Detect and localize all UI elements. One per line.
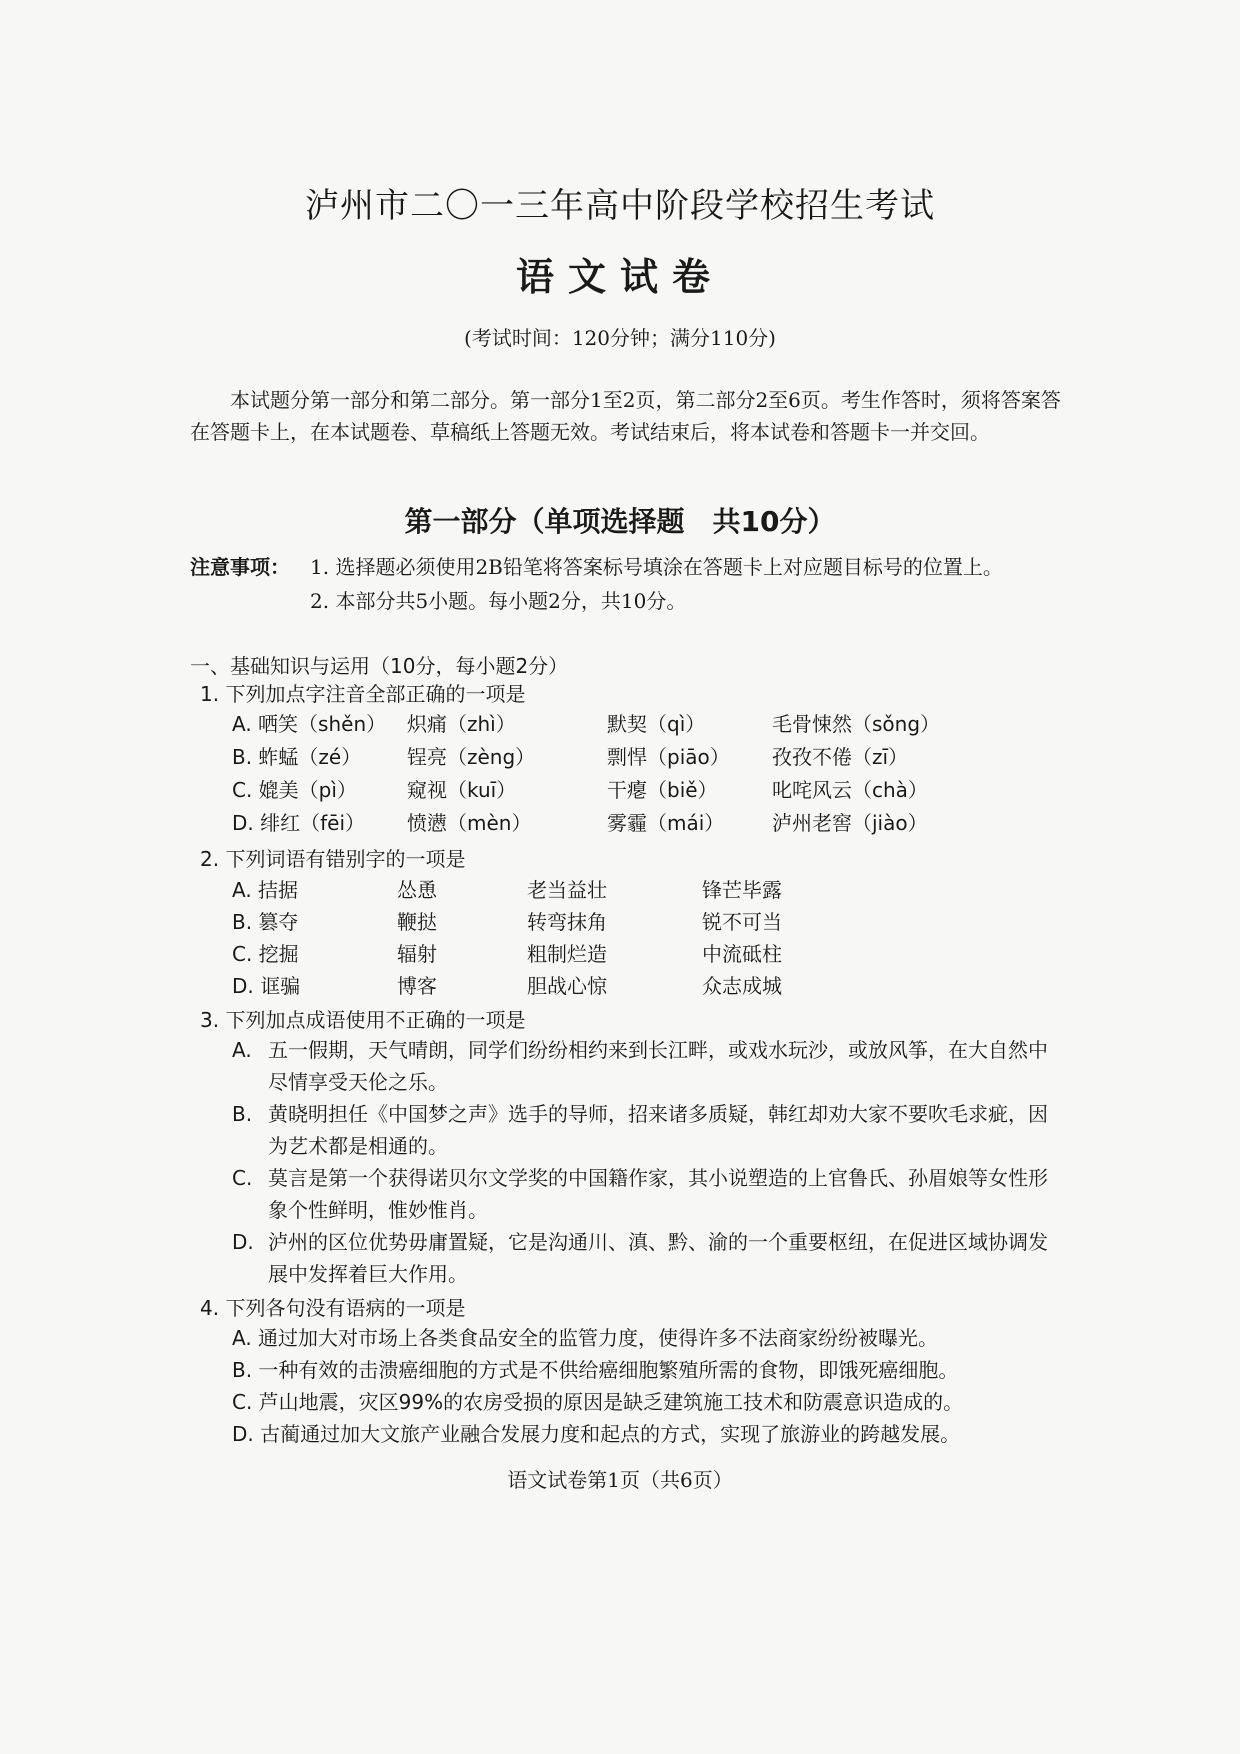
option-cell: 窥视（kuī） [407, 778, 517, 802]
option-cell: 锃亮（zèng） [407, 745, 536, 769]
option-cell: 胆战心惊 [527, 974, 607, 998]
option-cell: 剽悍（piāo） [607, 745, 730, 769]
part-title: 第一部分（单项选择题 共10分） [404, 505, 836, 538]
exam-info: (考试时间：120分钟；满分110分) [464, 326, 776, 350]
question-stem: 3. 下列加点成语使用不正确的一项是 [200, 1008, 526, 1032]
option-cell: 粗制烂造 [527, 942, 607, 966]
option-text: A. 通过加大对市场上各类食品安全的监管力度，使得许多不法商家纷纷被曝光。 [232, 1326, 939, 1350]
option-cell: 默契（qì） [607, 712, 706, 736]
option-cell: 愤懑（mèn） [407, 811, 532, 835]
option-cell: 叱咤风云（chà） [772, 778, 928, 802]
option-cell: 众志成城 [702, 974, 782, 998]
option-paragraph [232, 1034, 1052, 1098]
note-item: 2. 本部分共5小题。每小题2分，共10分。 [310, 589, 687, 613]
option-text: 五一假期，天气晴朗，同学们纷纷相约来到长江畔，或戏水玩沙，或放风筝，在大自然中尽情享受天伦之乐。 [268, 1038, 1048, 1094]
note-item: 1. 选择题必须使用2B铅笔将答案标号填涂在答题卡上对应题目标号的位置上。 [310, 555, 1003, 579]
option-cell: D. 诓骗 [232, 974, 301, 998]
note-row [190, 550, 1003, 584]
option-letter: C. [232, 1166, 253, 1190]
option-cell: 锋芒毕露 [702, 878, 782, 902]
option-cell: 辐射 [397, 942, 437, 966]
option-letter: B. [232, 1102, 253, 1126]
option-cell: 转弯抹角 [527, 910, 607, 934]
page-footer: 语文试卷第1页（共6页） [507, 1468, 733, 1492]
note-row [190, 584, 1003, 618]
option-cell: C. 挖掘 [232, 942, 299, 966]
option-cell: A. 拮据 [232, 878, 299, 902]
option-letter: D. [232, 1230, 254, 1254]
option-text: 泸州的区位优势毋庸置疑，它是沟通川、滇、黔、渝的一个重要枢纽，在促进区域协调发展中发挥着巨大作用。 [268, 1230, 1048, 1286]
option-cell: 雾霾（mái） [607, 811, 725, 835]
option-cell: B. 蚱蜢（zé） [232, 745, 362, 769]
exam-title: 泸州市二〇一三年高中阶段学校招生考试 [305, 186, 935, 226]
option-cell: C. 媲美（pì） [232, 778, 357, 802]
option-cell: B. 篡夺 [232, 910, 299, 934]
option-cell: 中流砥柱 [702, 942, 782, 966]
option-text: B. 一种有效的击溃癌细胞的方式是不供给癌细胞繁殖所需的食物，即饿死癌细胞。 [232, 1358, 959, 1382]
option-text: C. 芦山地震，灾区99%的农房受损的原因是缺乏建筑施工技术和防震意识造成的。 [232, 1390, 964, 1414]
option-cell: A. 哂笑（shěn） [232, 712, 387, 736]
question-stem: 2. 下列词语有错别字的一项是 [200, 847, 466, 871]
option-cell: 干瘪（biě） [607, 778, 718, 802]
notes-block [190, 550, 1003, 618]
option-text: D. 古蔺通过加大文旅产业融合发展力度和起点的方式，实现了旅游业的跨越发展。 [232, 1422, 961, 1446]
question-stem: 1. 下列加点字注音全部正确的一项是 [200, 682, 526, 706]
option-text: 黄晓明担任《中国梦之声》选手的导师，招来诸多质疑，韩红却劝大家不要吹毛求疵，因为艺术都是相通的。 [268, 1102, 1048, 1158]
section-heading: 一、基础知识与运用（10分，每小题2分） [190, 654, 569, 678]
option-paragraph [232, 1162, 1052, 1226]
notes-label: 注意事项： [190, 555, 290, 579]
option-cell: 博客 [397, 974, 437, 998]
exam-subtitle: 语文试卷 [515, 255, 724, 299]
option-cell: 锐不可当 [702, 910, 782, 934]
option-text: 莫言是第一个获得诺贝尔文学奖的中国籍作家，其小说塑造的上官鲁氏、孙眉娘等女性形象个性鲜明，惟妙惟肖。 [268, 1166, 1048, 1222]
question-stem: 4. 下列各句没有语病的一项是 [200, 1296, 466, 1320]
option-cell: 鞭挞 [397, 910, 437, 934]
option-cell: 孜孜不倦（zī） [772, 745, 909, 769]
option-cell: 怂恿 [397, 878, 437, 902]
option-cell: 毛骨悚然（sǒng） [772, 712, 941, 736]
option-cell: D. 绯红（fēi） [232, 811, 366, 835]
option-cell: 老当益壮 [527, 878, 607, 902]
intro-paragraph: 本试题分第一部分和第二部分。第一部分1至2页，第二部分2至6页。考生作答时，须将答案答在答题卡上，在本试题卷、草稿纸上答题无效。考试结束后，将本试卷和答题卡一并交回。 [190, 388, 1061, 444]
option-cell: 炽痛（zhì） [407, 712, 516, 736]
option-cell: 泸州老窖（jiào） [772, 811, 928, 835]
option-paragraph [232, 1098, 1052, 1162]
option-paragraph [232, 1226, 1052, 1290]
option-letter: A. [232, 1038, 252, 1062]
